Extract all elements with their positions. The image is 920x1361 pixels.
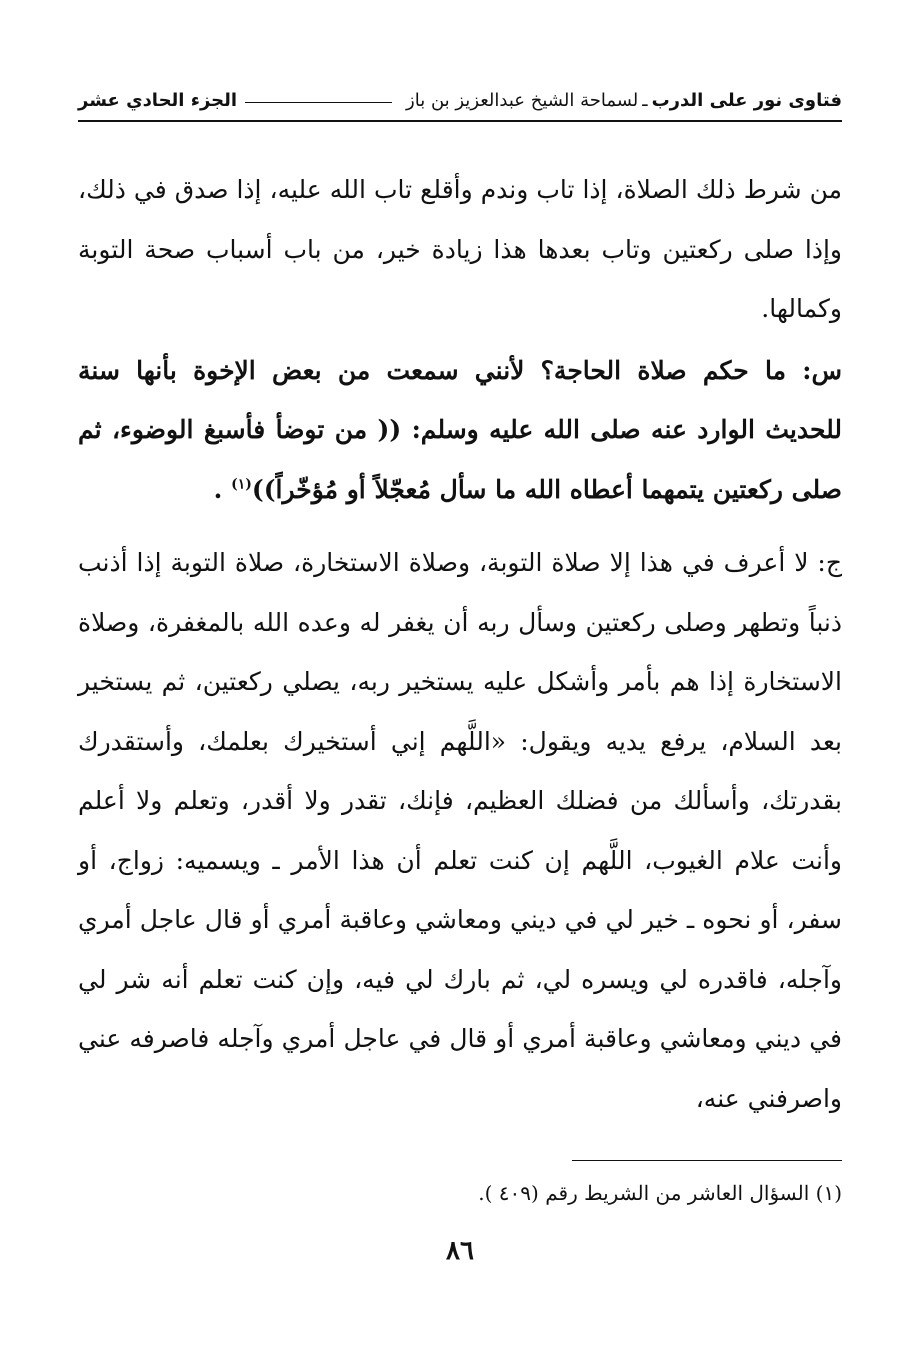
question-end: . <box>213 474 232 504</box>
answer-paragraph: ج: لا أعرف في هذا إلا صلاة التوبة، وصلاة الاستخارة، صلاة التوبة إذا أذنب ذنباً وتطهر وصلى ركعتين وسأل ربه أن يغفر له وعده الله بالمغفرة، وصلاة الاستخارة إذا هم بأمر وأشكل عليه يستخير ربه، يصلي ركعتين، ثم يستخير بعد السلام، يرفع يديه ويقول: «اللَّهم إني أستخيرك بعلمك، وأستقدرك بقدرتك، وأسألك من فضلك العظيم، فإنك، تقدر ولا أقدر، وتعلم ولا أعلم وأنت علام الغيوب، اللَّهم إن كنت تعلم أن هذا الأمر ـ ويسميه: زواج، أو سفر، أو نحوه ـ خير لي في ديني ومعاشي وعاقبة أمري أو قال عاجل أمري وآجله، فاقدره لي ويسره لي، ثم بارك لي فيه، وإن كنت تعلم أنه شر لي في ديني ومعاشي وعاقبة أمري أو قال في عاجل أمري وآجله فاصرفه عني واصرفني عنه، <box>78 548 842 1113</box>
header-author: لسماحة الشيخ عبدالعزيز بن باز <box>406 89 639 111</box>
footnote-reference: (١) <box>231 476 252 493</box>
intro-paragraph: من شرط ذلك الصلاة، إذا تاب وندم وأقلع تاب الله عليه، إذا صدق في ذلك، وإذا صلى ركعتين وتاب بعدها هذا زيادة خير، من باب أسباب صحة التوبة وكمالها. <box>78 175 842 323</box>
header-book-title: فتاوى نور على الدرب <box>651 89 842 111</box>
running-header <box>78 82 842 118</box>
page-number: ٨٦ <box>446 1236 474 1266</box>
header-volume: الجزء الحادي عشر <box>78 89 238 111</box>
footnote-separator <box>572 1160 842 1161</box>
header-rule <box>78 120 842 122</box>
header-dash-line <box>245 102 392 103</box>
footnote: (١) السؤال العاشر من الشريط رقم (٤٠٩ ). <box>478 1181 842 1205</box>
question-text: س: ما حكم صلاة الحاجة؟ لأنني سمعت من بعض الإخوة بأنها سنة للحديث الوارد عنه صلى الله عليه وسلم: (( من توضأ فأسبغ الوضوء، ثم صلى ركعتين يتمهما أعطاه الله ما سأل مُعجّلاً أو مُؤخّراً)) <box>78 355 842 504</box>
question-paragraph <box>78 341 842 520</box>
header-separator: ـ <box>642 89 648 111</box>
main-text <box>78 160 842 1128</box>
